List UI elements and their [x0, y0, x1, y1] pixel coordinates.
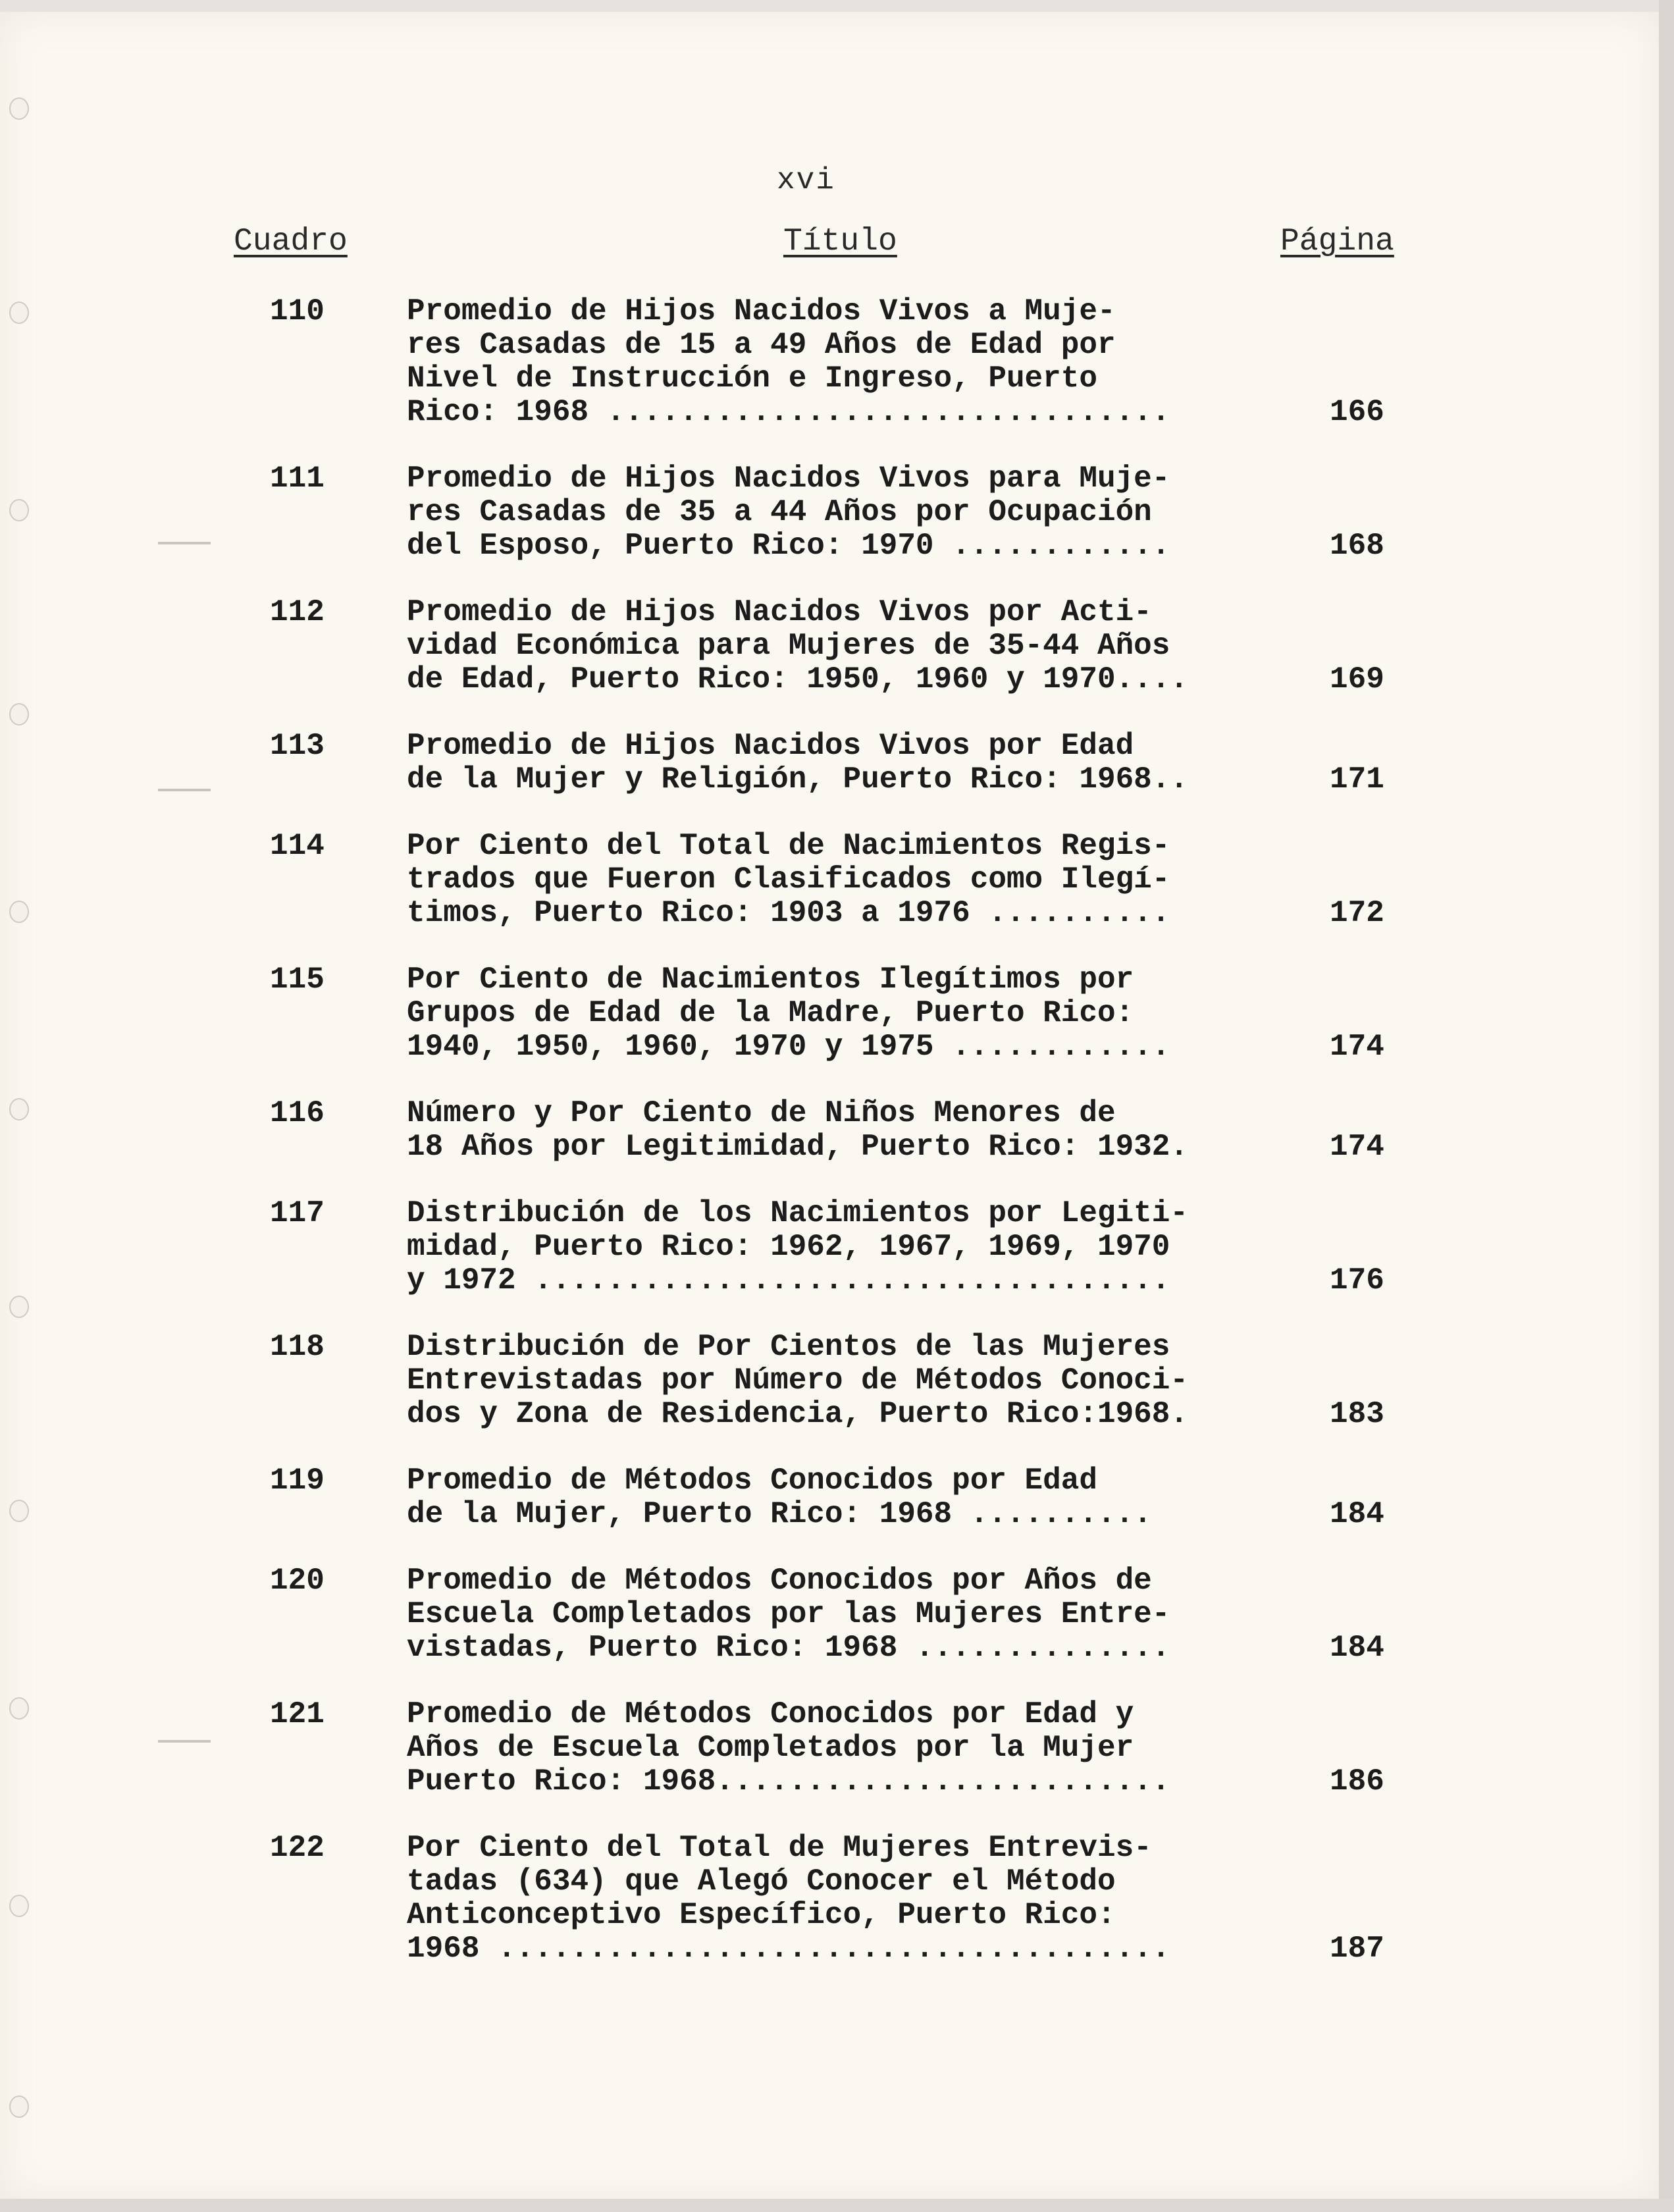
page-reference: 183	[1330, 1397, 1384, 1431]
toc-entry	[0, 1564, 1659, 1665]
column-header-cuadro: Cuadro	[234, 224, 348, 259]
page-reference: 186	[1330, 1764, 1384, 1799]
table-title: Distribución de Por Cientos de las Mujeres Entrevistadas por Número de Métodos Conoci- dos y Zona de Residencia, Puerto Rico:1968.	[407, 1330, 1188, 1431]
table-title: Por Ciento de Nacimientos Ilegítimos por Grupos de Edad de la Madre, Puerto Rico: 1940, 1950, 1960, 1970 y 1975 ............	[407, 962, 1170, 1064]
table-number: 111	[270, 461, 325, 496]
toc-entry	[0, 1330, 1659, 1431]
toc-entry	[0, 462, 1659, 563]
scan-bottom-edge	[0, 2199, 1674, 2212]
page-reference: 176	[1330, 1263, 1384, 1298]
page-reference: 169	[1330, 662, 1384, 697]
toc-entry	[0, 1698, 1659, 1799]
page-reference: 174	[1330, 1130, 1384, 1164]
page-reference: 184	[1330, 1631, 1384, 1665]
page-reference: 171	[1330, 762, 1384, 797]
scan-top-edge	[0, 0, 1674, 12]
page-reference: 166	[1330, 395, 1384, 429]
table-number: 118	[270, 1330, 325, 1364]
table-number: 121	[270, 1697, 325, 1731]
toc-entry	[0, 963, 1659, 1064]
table-number: 112	[270, 595, 325, 629]
toc-entry	[0, 1831, 1659, 1966]
table-title: Por Ciento del Total de Nacimientos Regis- trados que Fueron Clasificados como Ilegí- timos, Puerto Rico: 1903 a 1976 ..........	[407, 829, 1170, 930]
page-number: xvi	[777, 163, 835, 198]
table-number: 110	[270, 294, 325, 329]
table-number: 122	[270, 1831, 325, 1865]
toc-entry	[0, 1464, 1659, 1531]
page-reference: 172	[1330, 896, 1384, 930]
toc-entry	[0, 830, 1659, 930]
scan-right-edge	[1659, 0, 1674, 2212]
column-header-titulo: Título	[783, 224, 897, 259]
page-reference: 187	[1330, 1932, 1384, 1966]
table-title: Promedio de Métodos Conocidos por Edad y Años de Escuela Completados por la Mujer Puerto Rico: 1968.........................	[407, 1697, 1170, 1799]
table-title: Promedio de Hijos Nacidos Vivos por Edad de la Mujer y Religión, Puerto Rico: 1968..	[407, 729, 1188, 797]
toc-entry	[0, 1197, 1659, 1298]
page-reference: 168	[1330, 529, 1384, 563]
punch-hole	[9, 2095, 29, 2118]
table-number: 113	[270, 729, 325, 763]
table-title: Promedio de Métodos Conocidos por Años de Escuela Completados por las Mujeres Entre- vistadas, Puerto Rico: 1968 ..............	[407, 1564, 1170, 1665]
toc-entry	[0, 1097, 1659, 1164]
table-title: Por Ciento del Total de Mujeres Entrevis- tadas (634) que Alegó Conocer el Método Anticonceptivo Específico, Puerto Rico: 1968 .....................................	[407, 1831, 1170, 1966]
column-header-pagina: Página	[1280, 224, 1394, 259]
table-number: 115	[270, 962, 325, 997]
toc-entry	[0, 295, 1659, 429]
table-title: Distribución de los Nacimientos por Legiti- midad, Puerto Rico: 1962, 1967, 1969, 1970 y 1972 ...................................	[407, 1196, 1188, 1298]
table-title: Promedio de Hijos Nacidos Vivos para Muje- res Casadas de 35 a 44 Años por Ocupación del Esposo, Puerto Rico: 1970 ............	[407, 461, 1170, 563]
table-of-contents-list	[0, 295, 1659, 1999]
table-number: 116	[270, 1096, 325, 1130]
toc-entry	[0, 729, 1659, 797]
table-number: 117	[270, 1196, 325, 1230]
table-title: Número y Por Ciento de Niños Menores de 18 Años por Legitimidad, Puerto Rico: 1932.	[407, 1096, 1188, 1164]
table-number: 119	[270, 1463, 325, 1498]
paper-sheet	[0, 12, 1659, 2199]
table-title: Promedio de Métodos Conocidos por Edad de la Mujer, Puerto Rico: 1968 ..........	[407, 1463, 1152, 1531]
toc-entry	[0, 596, 1659, 697]
table-title: Promedio de Hijos Nacidos Vivos a Muje- res Casadas de 15 a 49 Años de Edad por Nivel de Instrucción e Ingreso, Puerto Rico: 1968 ...............................	[407, 294, 1170, 429]
page-reference: 184	[1330, 1497, 1384, 1531]
table-number: 120	[270, 1564, 325, 1598]
table-number: 114	[270, 829, 325, 863]
page-reference: 174	[1330, 1030, 1384, 1064]
table-title: Promedio de Hijos Nacidos Vivos por Acti- vidad Económica para Mujeres de 35-44 Años de Edad, Puerto Rico: 1950, 1960 y 1970....	[407, 595, 1188, 697]
punch-hole	[9, 97, 29, 120]
